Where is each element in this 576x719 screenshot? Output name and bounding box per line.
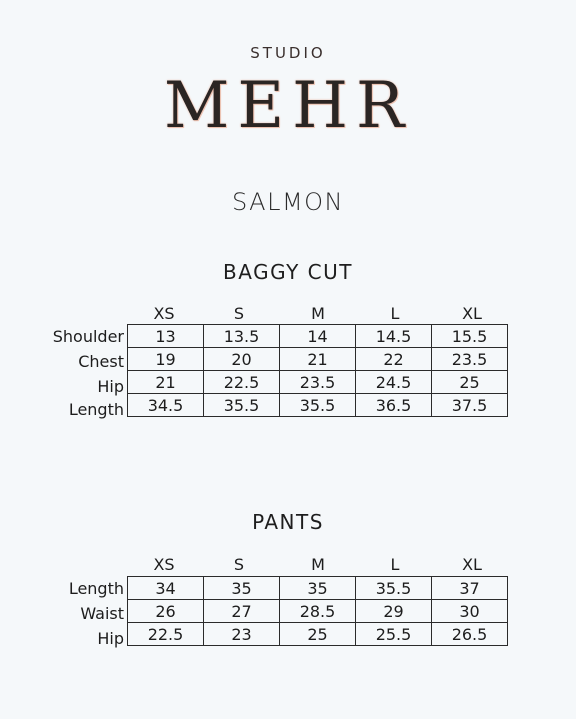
table-cell: 25 bbox=[432, 371, 508, 394]
table-cell: 21 bbox=[280, 348, 356, 371]
table-cell: 14 bbox=[280, 325, 356, 348]
table-cell: 35.5 bbox=[204, 394, 280, 417]
table-cell: 15.5 bbox=[432, 325, 508, 348]
baggy-cut-title: BAGGY CUT bbox=[223, 260, 353, 284]
table-cell: 34.5 bbox=[128, 394, 204, 417]
table-cell: 23 bbox=[204, 623, 280, 646]
product-name: SALMON bbox=[231, 188, 345, 216]
row-label-length: Length bbox=[68, 400, 124, 419]
size-header-s: S bbox=[233, 304, 245, 323]
table-cell: 26 bbox=[128, 600, 204, 623]
size-header-xs: XS bbox=[153, 304, 175, 323]
table-cell: 37.5 bbox=[432, 394, 508, 417]
size-header-l: L bbox=[390, 555, 400, 574]
table-row bbox=[128, 348, 508, 371]
table-cell: 13.5 bbox=[204, 325, 280, 348]
table-cell: 23.5 bbox=[432, 348, 508, 371]
table-cell: 36.5 bbox=[356, 394, 432, 417]
table-cell: 19 bbox=[128, 348, 204, 371]
table-row bbox=[128, 600, 508, 623]
table-cell: 35 bbox=[280, 577, 356, 600]
pants-table bbox=[127, 576, 508, 646]
table-cell: 22 bbox=[356, 348, 432, 371]
brand-subtitle: STUDIO bbox=[250, 44, 326, 62]
table-cell: 35.5 bbox=[280, 394, 356, 417]
table-cell: 23.5 bbox=[280, 371, 356, 394]
table-cell: 13 bbox=[128, 325, 204, 348]
size-header-xl: XL bbox=[462, 304, 482, 323]
table-cell: 37 bbox=[432, 577, 508, 600]
row-label-hip: Hip bbox=[97, 629, 124, 648]
table-cell: 34 bbox=[128, 577, 204, 600]
table-cell: 21 bbox=[128, 371, 204, 394]
table-cell: 25.5 bbox=[356, 623, 432, 646]
table-cell: 35.5 bbox=[356, 577, 432, 600]
table-cell: 22.5 bbox=[204, 371, 280, 394]
size-header-xs: XS bbox=[153, 555, 175, 574]
table-cell: 22.5 bbox=[128, 623, 204, 646]
row-label-chest: Chest bbox=[78, 352, 124, 371]
table-cell: 26.5 bbox=[432, 623, 508, 646]
row-label-length: Length bbox=[68, 579, 124, 598]
table-cell: 28.5 bbox=[280, 600, 356, 623]
table-cell: 20 bbox=[204, 348, 280, 371]
baggy-cut-table bbox=[127, 324, 508, 417]
size-header-xl: XL bbox=[462, 555, 482, 574]
table-row bbox=[128, 394, 508, 417]
pants-title: PANTS bbox=[252, 510, 324, 534]
table-cell: 25 bbox=[280, 623, 356, 646]
table-cell: 24.5 bbox=[356, 371, 432, 394]
table-cell: 27 bbox=[204, 600, 280, 623]
table-cell: 29 bbox=[356, 600, 432, 623]
row-label-hip: Hip bbox=[97, 377, 124, 396]
table-row bbox=[128, 577, 508, 600]
size-header-s: S bbox=[233, 555, 245, 574]
size-header-m: M bbox=[311, 555, 325, 574]
table-cell: 30 bbox=[432, 600, 508, 623]
size-header-m: M bbox=[311, 304, 325, 323]
size-header-l: L bbox=[390, 304, 400, 323]
table-row bbox=[128, 325, 508, 348]
table-row bbox=[128, 623, 508, 646]
row-label-shoulder: Shoulder bbox=[52, 327, 124, 346]
table-row bbox=[128, 371, 508, 394]
table-cell: 14.5 bbox=[356, 325, 432, 348]
row-label-waist: Waist bbox=[80, 604, 124, 623]
brand-logo: MEHR bbox=[163, 69, 413, 143]
table-cell: 35 bbox=[204, 577, 280, 600]
